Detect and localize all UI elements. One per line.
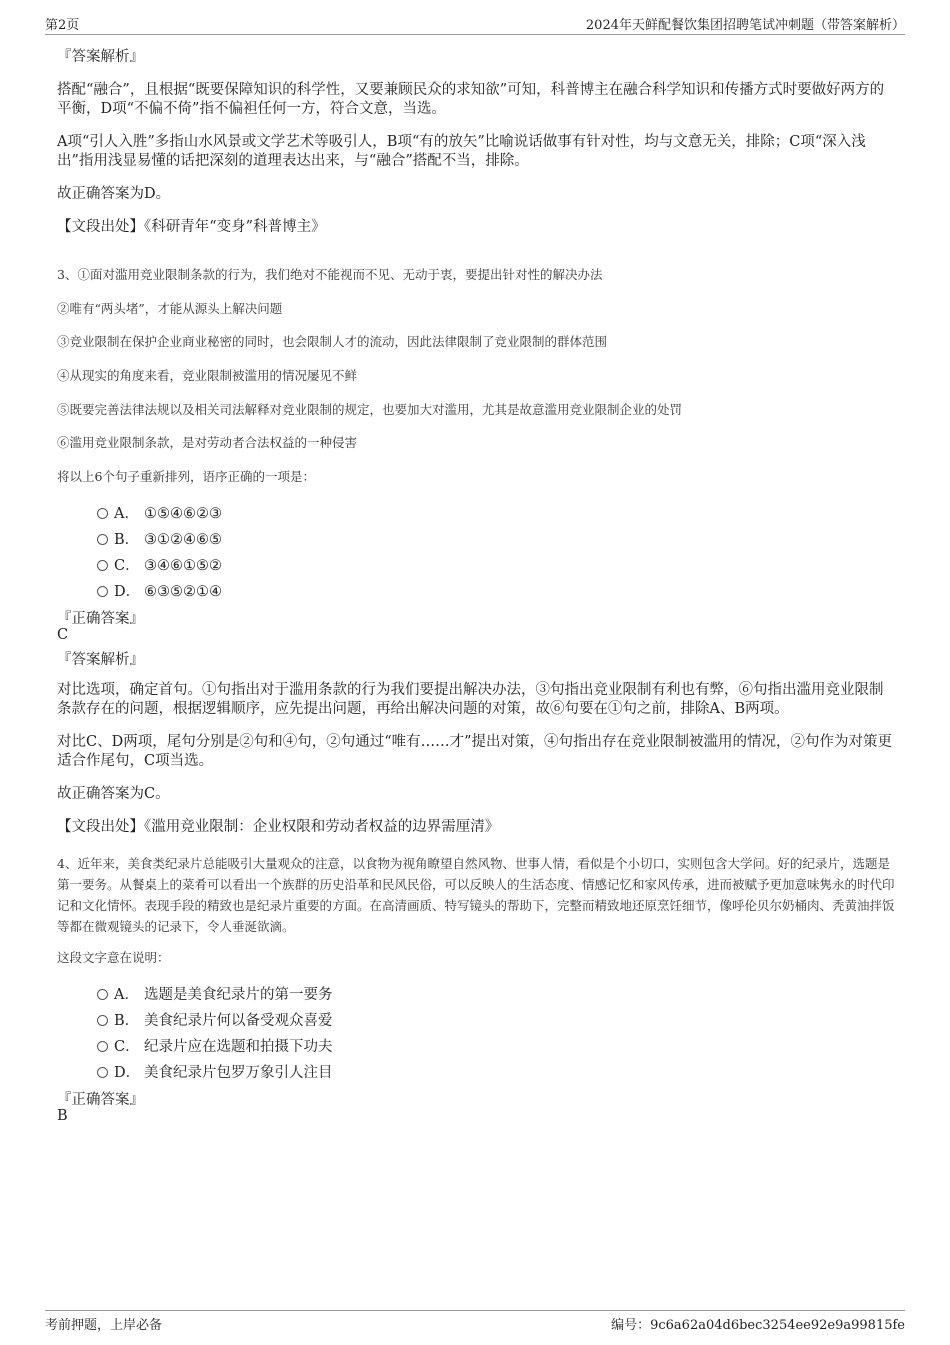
q4-prompt: 这段文字意在说明： (57, 950, 170, 965)
q4-answer-label: 『正确答案』 (57, 1092, 144, 1108)
q4-stem: 4、近年来，美食类纪录片总能吸引大量观众的注意，以食物为视角瞭望自然风物、世事人情，看似是个小切口，实则包含大学问。好的纪录片，选题是第一要务。从餐桌上的菜肴可以看出一个族群的历史沿革和民风民俗，可以反映人的生活态度、情感记忆和家风传承，进而被赋予更加意味隽永的时代印记和文化情怀。表现手段的精致也是纪录片重要的方面。在高清画质、特写镜头的帮助下，完整而精致地还原烹饪细节，像呼伦贝尔奶桶肉、秃黄油拌饭等都在微观镜头的记录下，令人垂涎欲滴。 (57, 856, 895, 934)
q3-option-a[interactable]: A． ①⑤④⑥②③ (97, 502, 222, 522)
q2-analysis-p2: A项“引人入胜”多指山水风景或文学艺术等吸引人，B项“有的放矢”比喻说话做事有针对性，均与文意无关，排除；C项“深入浅出”指用浅显易懂的话把深刻的道理表达出来，与“融合”搭配不当，排除。 (57, 134, 866, 169)
radio-icon[interactable] (97, 1041, 108, 1052)
q3-option-b[interactable]: B． ③①②④⑥⑤ (97, 528, 222, 548)
q3-analysis-p2: 对比C、D两项，尾句分别是②句和④句，②句通过“唯有……才”提出对策，④句指出存在竞业限制被滥用的情况，②句作为对策更适合作尾句，C项当选。 (57, 734, 893, 769)
page-footer (45, 1310, 905, 1335)
q3-stem: 3、①面对滥用竞业限制条款的行为，我们绝对不能视而不见、无动于衷，要提出针对性的解决办法 (57, 267, 603, 282)
q3-sentence-5: ⑤既要完善法律法规以及相关司法解释对竞业限制的规定，也要加大对滥用，尤其是故意滥用竞业限制企业的处罚 (57, 402, 683, 417)
q4-option-b[interactable]: B． 美食纪录片何以备受观众喜爱 (97, 1009, 333, 1029)
q2-analysis-p3: 故正确答案为D。 (57, 186, 171, 202)
q3-sentence-6: ⑥滥用竞业限制条款，是对劳动者合法权益的一种侵害 (57, 435, 358, 450)
radio-icon[interactable] (97, 1067, 108, 1078)
q3-option-d[interactable]: D． ⑥③⑤②①④ (97, 580, 222, 600)
q4-answer: B (57, 1108, 68, 1124)
q3-analysis-p1: 对比选项，确定首句。①句指出对于滥用条款的行为我们要提出解决办法，③句指出竞业限制有利也有弊，⑥句指出滥用竞业限制条款存在的问题，根据逻辑顺序，应先提出问题，再给出解决问题的对策，故⑥句要在①句之前，排除A、B两项。 (57, 682, 884, 717)
q4-option-a[interactable]: A． 选题是美食纪录片的第一要务 (97, 983, 333, 1003)
radio-icon[interactable] (97, 586, 108, 597)
document-title: 2024年天鲜配餐饮集团招聘笔试冲刺题（带答案解析） (585, 18, 905, 33)
q2-analysis-label: 『答案解析』 (57, 49, 144, 65)
footer-slogan: 考前押题，上岸必备 (45, 1318, 163, 1333)
q2-source: 【文段出处】《科研青年“变身”科普博主》 (57, 219, 326, 235)
radio-icon[interactable] (97, 989, 108, 1000)
q3-option-c[interactable]: C． ③④⑥①⑤② (97, 554, 222, 574)
q4-option-c[interactable]: C． 纪录片应在选题和拍摄下功夫 (97, 1035, 333, 1055)
radio-icon[interactable] (97, 534, 108, 545)
q4-option-d[interactable]: D． 美食纪录片包罗万象引人注目 (97, 1061, 333, 1081)
q3-prompt: 将以上6个句子重新排列，语序正确的一项是： (57, 469, 315, 484)
q3-sentence-4: ④从现实的角度来看，竞业限制被滥用的情况屡见不鲜 (57, 368, 358, 383)
q3-sentence-2: ②唯有“两头堵”，才能从源头上解决问题 (57, 301, 283, 316)
q3-analysis-label: 『答案解析』 (57, 652, 144, 668)
radio-icon[interactable] (97, 1015, 108, 1026)
q3-answer-label: 『正确答案』 (57, 611, 144, 627)
q3-answer: C (57, 627, 69, 643)
radio-icon[interactable] (97, 560, 108, 571)
q3-source: 【文段出处】《滥用竞业限制：企业权限和劳动者权益的边界需厘清》 (57, 819, 500, 835)
page-header (45, 14, 905, 35)
q3-sentence-3: ③竞业限制在保护企业商业秘密的同时，也会限制人才的流动，因此法律限制了竞业限制的群体范围 (57, 334, 608, 349)
q2-analysis-p1: 搭配“融合”，且根据“既要保障知识的科学性，又要兼顾民众的求知欲”可知，科普博主在融合科学知识和传播方式时要做好两方的平衡，D项“不偏不倚”指不偏袒任何一方，符合文意，当选。 (57, 82, 885, 117)
radio-icon[interactable] (97, 508, 108, 519)
page-number: 第2页 (45, 18, 80, 33)
document-id: 编号：9c6a62a04d6bec3254ee92e9a99815fe (611, 1318, 905, 1333)
q3-analysis-p3: 故正确答案为C。 (57, 786, 170, 802)
